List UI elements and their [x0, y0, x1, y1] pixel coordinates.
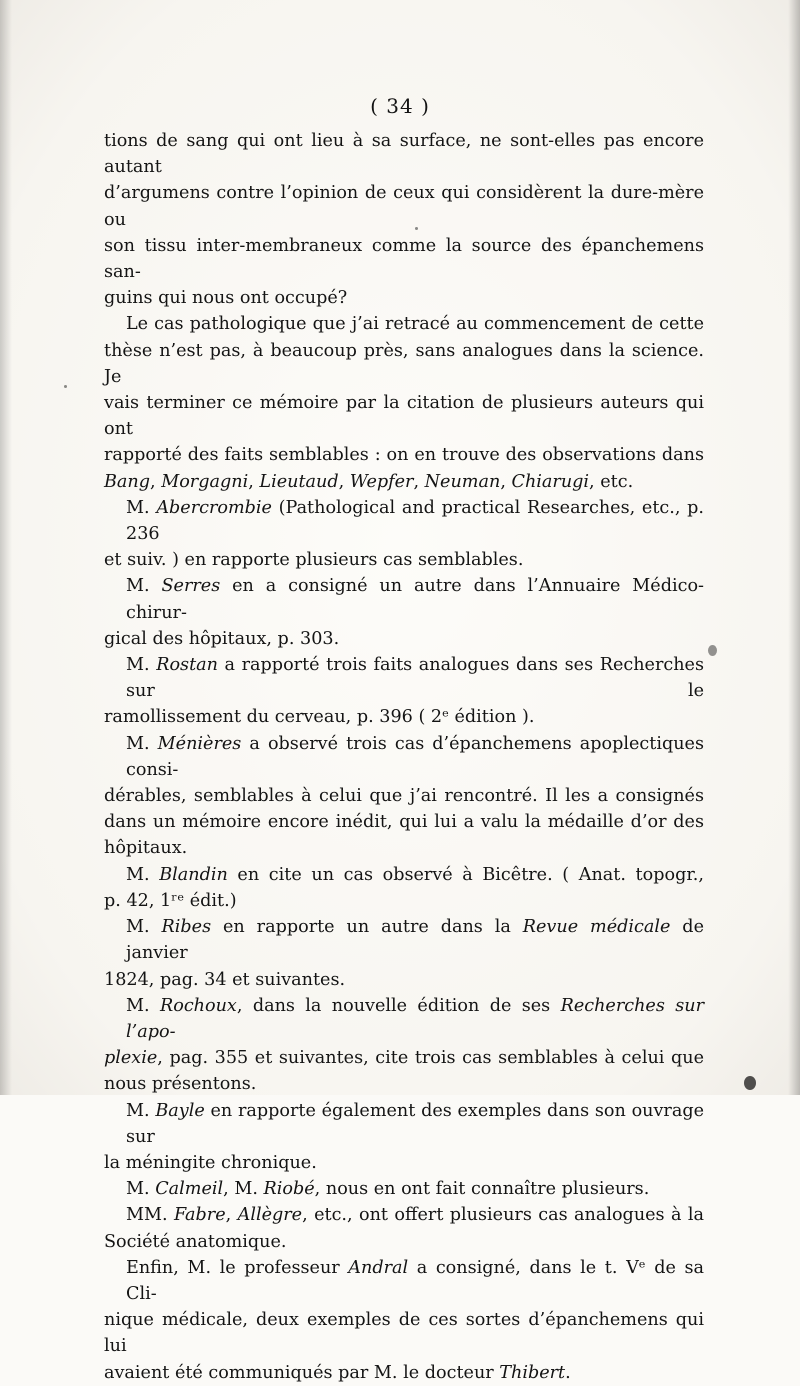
- paragraph: [104, 652, 704, 731]
- paragraph: [104, 993, 704, 1098]
- text-line: Le cas pathologique que j’ai retracé au commencement de cette: [126, 314, 704, 335]
- left-page-edge: [0, 0, 12, 1095]
- paragraph: [104, 914, 704, 993]
- text-line: avaient été communiqués par M. le docteur Thibert.: [104, 1362, 571, 1383]
- paragraph: [104, 731, 704, 862]
- text-line: ramollissement du cerveau, p. 396 ( 2ᵉ édition ).: [104, 707, 535, 728]
- text-line: gical des hôpitaux, p. 303.: [104, 628, 340, 649]
- text-line: M. Calmeil, M. Riobé, nous en ont fait connaître plusieurs.: [126, 1179, 650, 1200]
- text-line: tions de sang qui ont lieu à sa surface, ne sont-elles pas encore autant: [104, 131, 704, 178]
- text-line: guins qui nous ont occupé?: [104, 288, 348, 309]
- ink-speck: [744, 1076, 756, 1090]
- text-line: M. Blandin en cite un cas observé à Bicêtre. ( Anat. topogr.,: [126, 864, 704, 885]
- text-line: Enfin, M. le professeur Andral a consigné, dans le t. Vᵉ de sa Cli-: [126, 1257, 704, 1304]
- text-line: M. Rochoux, dans la nouvelle édition de ses Recherches sur l’apo-: [126, 995, 705, 1042]
- text-line: son tissu inter-membraneux comme la source des épanchemens san-: [104, 235, 704, 283]
- text-line: M. Serres en a consigné un autre dans l’Annuaire Médico-chirur-: [126, 576, 705, 623]
- text-line: vais terminer ce mémoire par la citation de plusieurs auteurs qui ont: [104, 393, 704, 440]
- text-line: thèse n’est pas, à beaucoup près, sans analogues dans la science. Je: [104, 340, 704, 387]
- text-line: nous présentons.: [104, 1074, 257, 1095]
- text-line: dérables, semblables à celui que j’ai rencontré. Il les a consignés: [104, 786, 704, 807]
- text-line: hôpitaux.: [104, 838, 188, 859]
- text-line: et suiv. ) en rapporte plusieurs cas semblables.: [104, 550, 524, 571]
- text-line: MM. Fabre, Allègre, etc., ont offert plusieurs cas analogues à la: [126, 1205, 704, 1226]
- ink-speck: [415, 227, 418, 230]
- paragraph: [104, 1255, 704, 1386]
- text-line: M. Abercrombie (Pathological and practical Researches, etc., p. 236: [126, 497, 704, 545]
- paragraph: [104, 128, 704, 311]
- text-line: Bang, Morgagni, Lieutaud, Wepfer, Neuman, Chiarugi, etc.: [104, 471, 634, 492]
- text-line: M. Bayle en rapporte également des exemples dans son ouvrage sur: [126, 1100, 705, 1147]
- ink-speck: [708, 645, 717, 656]
- body-text: [104, 128, 704, 1386]
- text-line: Société anatomique.: [104, 1231, 287, 1252]
- text-line: rapporté des faits semblables : on en trouve des observations dans: [104, 445, 704, 466]
- text-line: d’argumens contre l’opinion de ceux qui considèrent la dure-mère ou: [104, 183, 704, 230]
- text-line: M. Ribes en rapporte un autre dans la Revue médicale de janvier: [126, 917, 704, 964]
- paragraph: [104, 495, 704, 574]
- paragraph: [104, 573, 704, 652]
- text-line: plexie, pag. 355 et suivantes, cite trois cas semblables à celui que: [104, 1048, 704, 1069]
- ink-speck: [64, 385, 67, 388]
- right-page-edge: [788, 0, 800, 1095]
- text-line: 1824, pag. 34 et suivantes.: [104, 969, 346, 990]
- text-line: dans un mémoire encore inédit, qui lui a valu la médaille d’or des: [104, 812, 704, 833]
- paragraph: [104, 1098, 704, 1177]
- paragraph: [104, 311, 704, 494]
- text-line: M. Rostan a rapporté trois faits analogues dans ses Recherches sur le: [126, 655, 704, 702]
- text-line: nique médicale, deux exemples de ces sortes d’épanchemens qui lui: [104, 1310, 704, 1357]
- paragraph: [104, 1202, 704, 1254]
- text-line: la méningite chronique.: [104, 1152, 317, 1173]
- paragraph: [104, 862, 704, 914]
- page-number: ( 34 ): [370, 94, 430, 118]
- paragraph: [104, 1176, 704, 1202]
- text-line: p. 42, 1ʳᵉ édit.): [104, 890, 237, 911]
- text-line: M. Ménières a observé trois cas d’épanchemens apoplectiques consi-: [126, 733, 704, 780]
